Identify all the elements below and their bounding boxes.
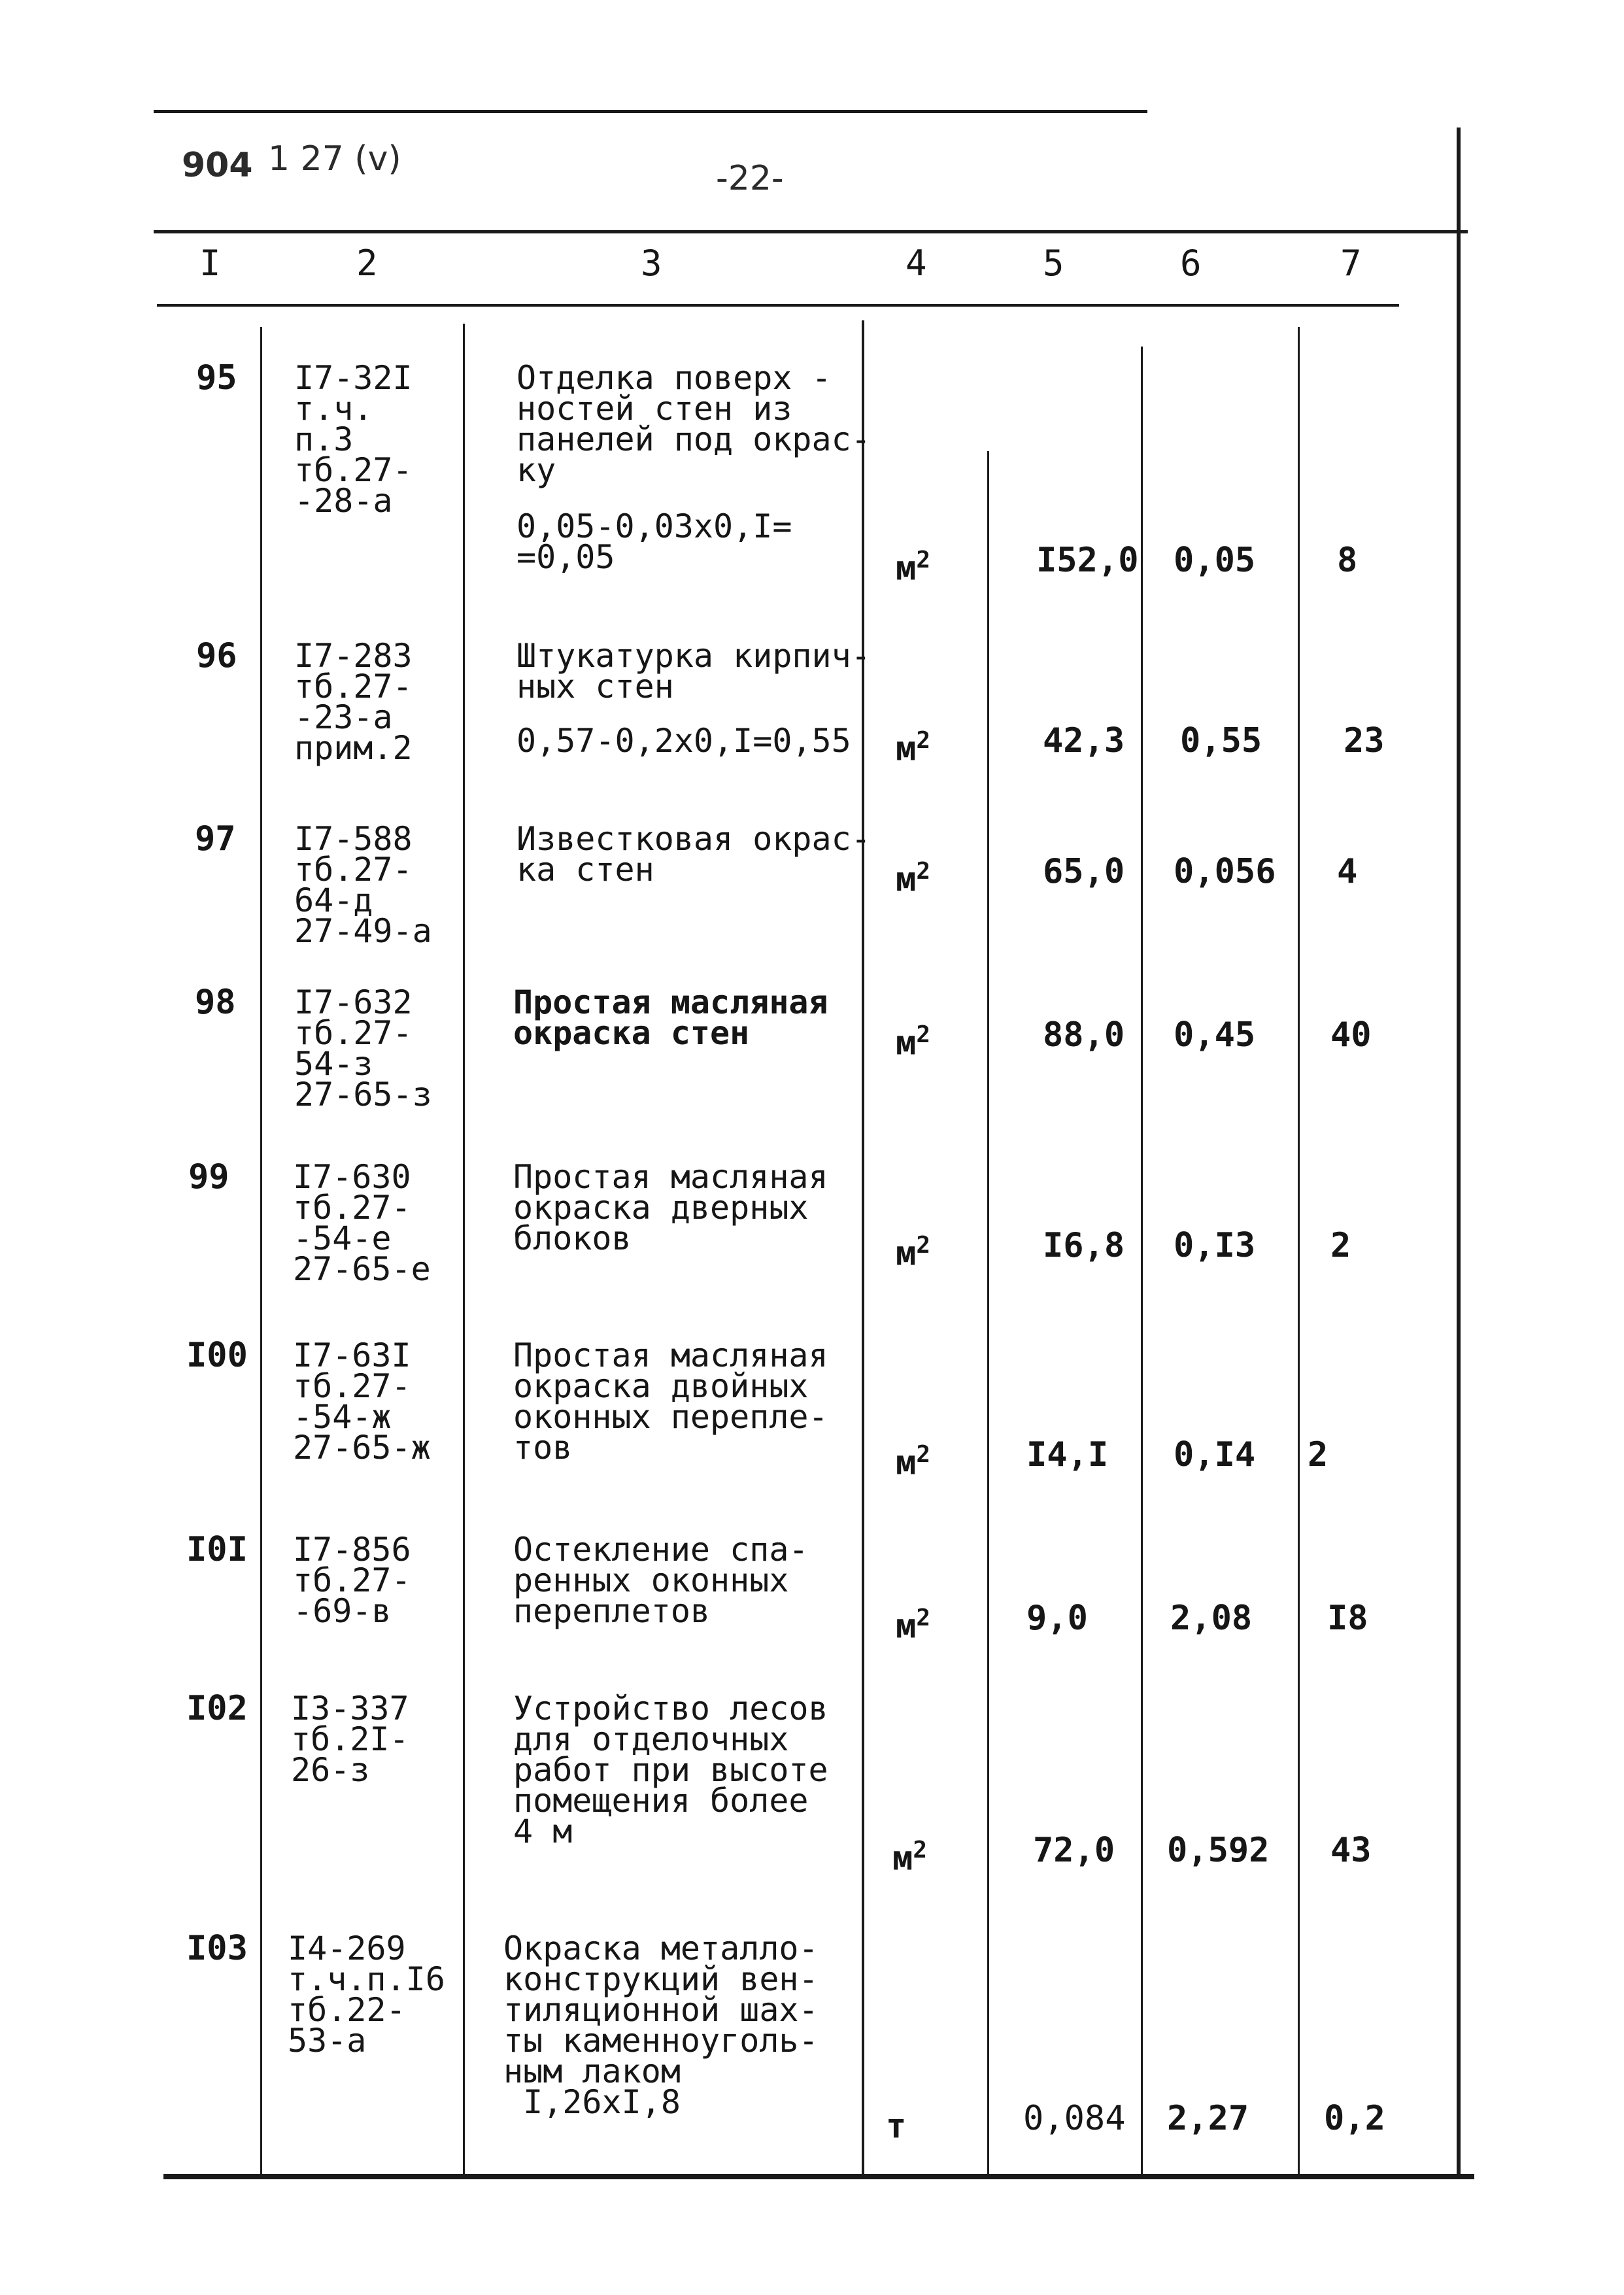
column-header-5: 5: [1043, 243, 1064, 284]
work-description-line: Простая масляная: [513, 1158, 828, 1196]
rate: 2,27: [1167, 2099, 1249, 2138]
norm-code-line: I7-63I: [293, 1336, 411, 1374]
norm-code-line: I4-269: [288, 1930, 406, 1967]
work-description-line: панелей под окрас-: [516, 420, 871, 458]
work-description-line: Устройство лесов: [513, 1690, 828, 1727]
work-description-line: окраска двойных: [513, 1367, 809, 1405]
norm-code-line: I7-588: [294, 820, 413, 858]
rate: 0,I3: [1174, 1226, 1256, 1265]
norm-code-line: 27-65-з: [294, 1076, 432, 1114]
quantity: 72,0: [1033, 1831, 1115, 1870]
column-header-6: 6: [1180, 243, 1202, 284]
norm-code-line: прим.2: [294, 729, 413, 767]
work-description-line: ренных оконных: [513, 1561, 789, 1599]
norm-code-line: 64-д: [294, 881, 373, 919]
norm-code-line: -54-ж: [293, 1398, 392, 1436]
unit-superscript: 2: [916, 547, 930, 573]
unit: $м^2$: [896, 858, 930, 900]
formula-line: 0,05-0,03х0,I=: [516, 507, 792, 545]
norm-code-line: тб.27-: [294, 1014, 413, 1052]
total: 2: [1308, 1435, 1328, 1474]
norm-code-line: 27-49-а: [294, 912, 432, 950]
norm-code-line: I7-856: [293, 1531, 411, 1569]
total: 23: [1344, 721, 1385, 760]
unit-superscript: 2: [916, 1232, 930, 1259]
work-description-line: Отделка поверх -: [516, 359, 832, 397]
work-description-line: конструкций вен-: [503, 1960, 819, 1998]
rate: 0,55: [1180, 721, 1262, 760]
rate: 0,592: [1167, 1831, 1270, 1870]
norm-code-line: 26-з: [291, 1751, 370, 1789]
row-number: I02: [186, 1689, 248, 1728]
work-description-line: блоков: [513, 1219, 632, 1257]
unit: т: [886, 2107, 907, 2147]
doc-code: 904: [182, 146, 253, 185]
row-number: I0I: [186, 1530, 248, 1569]
row-number: 98: [195, 983, 236, 1022]
col-divider-4: [987, 451, 989, 2177]
work-description-line: Окраска металло-: [503, 1930, 819, 1967]
work-description-line: ты каменноуголь-: [503, 2022, 819, 2060]
total: 43: [1330, 1831, 1372, 1870]
norm-code-line: -28-а: [294, 482, 393, 520]
rate: 2,08: [1170, 1599, 1253, 1638]
norm-code-line: тб.27-: [293, 1367, 411, 1405]
work-description-line: для отделочных: [513, 1720, 789, 1758]
norm-code-line: 27-65-ж: [293, 1429, 431, 1467]
rate: 0,I4: [1174, 1435, 1256, 1474]
quantity: 42,3: [1043, 721, 1125, 760]
work-description-line: ностей стен из: [516, 390, 792, 428]
work-description-line: ным лаком: [503, 2052, 681, 2090]
formula-line: 0,57-0,2х0,I=0,55: [516, 722, 851, 760]
unit-superscript: 2: [916, 858, 930, 885]
norm-code-line: -69-в: [293, 1592, 392, 1630]
top-rule: [154, 110, 1147, 113]
header-top-rule: [154, 230, 1468, 233]
formula-line: I,26хI,8: [503, 2083, 681, 2121]
work-description-line: ку: [516, 451, 556, 489]
quantity: 65,0: [1043, 852, 1125, 891]
norm-code-line: тб.27-: [293, 1561, 411, 1599]
row-number: I00: [186, 1336, 248, 1375]
header-bottom-rule: [157, 304, 1399, 307]
work-description-line: Известковая окрас-: [516, 820, 871, 858]
quantity: 9,0: [1026, 1599, 1088, 1638]
column-header-1: I: [199, 243, 221, 284]
column-header-4: 4: [905, 243, 927, 284]
norm-code-line: I7-283: [294, 637, 413, 675]
column-header-3: 3: [641, 243, 662, 284]
unit: $м^2$: [896, 1605, 930, 1646]
unit: $м^2$: [896, 1441, 930, 1483]
total: I8: [1327, 1599, 1368, 1638]
work-description-line: Штукатурка кирпич-: [516, 637, 871, 675]
row-number: 95: [196, 358, 237, 398]
norm-code-line: п.3: [294, 420, 354, 458]
norm-code-line: I3-337: [291, 1690, 409, 1727]
unit: $м^2$: [896, 547, 930, 588]
row-number: 97: [195, 819, 236, 858]
column-header-2: 2: [356, 243, 378, 284]
norm-code-line: -54-е: [293, 1219, 392, 1257]
unit-superscript: 2: [916, 727, 930, 754]
quantity: I4,I: [1026, 1435, 1109, 1474]
norm-code-line: т.ч.: [294, 390, 373, 428]
unit: $м^2$: [896, 1021, 930, 1063]
work-description-line: работ при высоте: [513, 1751, 828, 1789]
total: 0,2: [1324, 2099, 1385, 2138]
rate: 0,056: [1174, 852, 1276, 891]
col-divider-3: [862, 320, 864, 2177]
col-divider-2: [463, 324, 465, 2177]
work-description-line: Простая масляная: [513, 1336, 828, 1374]
bottom-rule: [163, 2174, 1474, 2179]
norm-code-line: 53-а: [288, 2022, 367, 2060]
unit-superscript: 2: [916, 1441, 930, 1468]
work-description-line: окраска стен: [513, 1014, 750, 1052]
unit: $м^2$: [896, 727, 930, 769]
norm-code-line: тб.27-: [294, 668, 413, 706]
norm-code-line: I7-630: [293, 1158, 411, 1196]
total: 4: [1337, 852, 1358, 891]
work-description-line: Остекление спа-: [513, 1531, 809, 1569]
unit: $м^2$: [896, 1232, 930, 1274]
col-divider-5: [1141, 347, 1143, 2177]
right-border: [1457, 128, 1461, 2177]
norm-code-line: тб.27-: [294, 451, 413, 489]
unit-superscript: 2: [916, 1605, 930, 1631]
col-divider-1: [260, 327, 262, 2177]
row-number: 99: [188, 1157, 229, 1197]
page-number: -22-: [716, 159, 784, 198]
norm-code-line: I7-32I: [294, 359, 413, 397]
work-description-line: 4 м: [513, 1812, 573, 1850]
work-description-line: Простая масляная: [513, 983, 828, 1021]
norm-code-line: тб.27-: [293, 1189, 411, 1227]
unit-superscript: 2: [913, 1837, 927, 1863]
column-header-7: 7: [1340, 243, 1362, 284]
total: 8: [1337, 541, 1358, 580]
norm-code-line: I7-632: [294, 983, 413, 1021]
quantity: 0,084: [1023, 2099, 1126, 2138]
row-number: 96: [196, 636, 237, 675]
norm-code-line: тб.22-: [288, 1991, 406, 2029]
norm-code-line: 54-з: [294, 1045, 373, 1083]
norm-code-line: тб.2I-: [291, 1720, 409, 1758]
quantity: I52,0: [1036, 541, 1139, 580]
total: 2: [1330, 1226, 1351, 1265]
rate: 0,05: [1174, 541, 1256, 580]
norm-code-line: тб.27-: [294, 851, 413, 889]
total: 40: [1330, 1015, 1372, 1055]
rate: 0,45: [1174, 1015, 1256, 1055]
unit: $м^2$: [892, 1837, 927, 1878]
work-description-line: помещения более: [513, 1782, 809, 1820]
col-divider-6: [1298, 327, 1300, 2177]
quantity: 88,0: [1043, 1015, 1125, 1055]
doc-code-suffix: 1 27 (v): [268, 139, 401, 178]
unit-superscript: 2: [916, 1021, 930, 1048]
norm-code-line: т.ч.п.I6: [288, 1960, 445, 1998]
work-description-line: оконных перепле-: [513, 1398, 828, 1436]
work-description-line: ка стен: [516, 851, 654, 889]
quantity: I6,8: [1043, 1226, 1125, 1265]
row-number: I03: [186, 1929, 248, 1968]
work-description-line: тов: [513, 1429, 573, 1467]
norm-code-line: -23-а: [294, 698, 393, 736]
work-description-line: тиляционной шах-: [503, 1991, 819, 2029]
work-description-line: переплетов: [513, 1592, 711, 1630]
norm-code-line: 27-65-е: [293, 1250, 431, 1288]
work-description-line: ных стен: [516, 668, 674, 706]
formula-line: =0,05: [516, 538, 615, 576]
work-description-line: окраска дверных: [513, 1189, 809, 1227]
